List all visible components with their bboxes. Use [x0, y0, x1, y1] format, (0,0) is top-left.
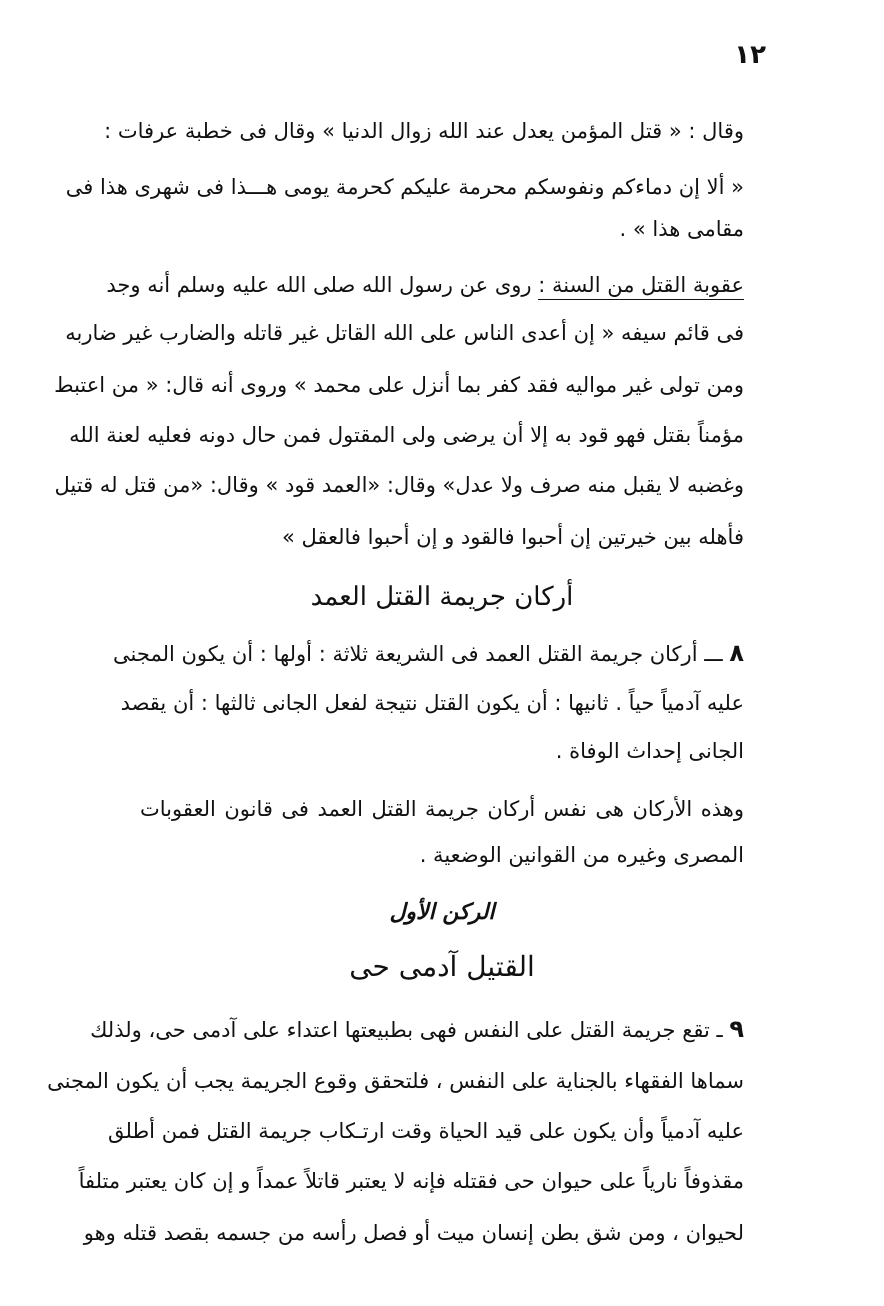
paragraph-5-line-3: عليه آدمياً وأن يكون على قيد الحياة وقت ارتـكاب جريمة القتل فمن أطلق	[108, 1119, 744, 1143]
paragraph-5-line-1	[90, 1014, 744, 1045]
section-heading-victim: القتيل آدمى حى	[349, 950, 535, 983]
paragraph-2-line-3: ومن تولى غير مواليه فقد كفر بما أنزل على محمد » وروى أنه قال: « من اعتبط	[54, 373, 744, 397]
paragraph-3-line-3: الجانى إحداث الوفاة .	[555, 739, 744, 763]
page-number: ١٢	[734, 40, 766, 70]
paragraph-2-line-1	[106, 270, 744, 300]
paragraph-4-line-1: وهذه الأركان هى نفس أركان جريمة القتل العمد فى قانون العقوبات	[140, 797, 744, 821]
paragraph-5-line-2: سماها الفقهاء بالجناية على النفس ، فلتحقق وقوع الجريمة يجب أن يكون المجنى	[47, 1069, 744, 1093]
paragraph-1-line-1: وقال : « قتل المؤمن يعدل عند الله زوال الدنيا » وقال فى خطبة عرفات :	[104, 119, 744, 143]
paragraph-3-line-1-rest: ـــ أركان جريمة القتل العمد فى الشريعة ثلاثة : أولها : أن يكون المجنى	[113, 642, 730, 666]
paragraph-3-line-1	[113, 638, 744, 669]
paragraph-5-line-4: مقذوفاً نارياً على حيوان حى فقتله فإنه لا يعتبر قاتلاً عمداً و إن كان يعتبر متلفاً	[78, 1169, 744, 1193]
paragraph-number-8: ٨	[729, 639, 744, 667]
section-lead-underlined: عقوبة القتل من السنة :	[538, 273, 744, 300]
paragraph-1-line-3: مقامى هذا » .	[619, 217, 744, 241]
section-heading-pillars: أركان جريمة القتل العمد	[310, 582, 574, 612]
paragraph-5-line-5: لحيوان ، ومن شق بطن إنسان ميت أو فصل رأسه من جسمه بقصد قتله وهو	[83, 1221, 744, 1245]
paragraph-2-line-6: فأهله بين خيرتين إن أحبوا فالقود و إن أحبوا فالعقل »	[281, 525, 744, 549]
paragraph-5-line-1-rest: ـ تقع جريمة القتل على النفس فهى بطبيعتها اعتداء على آدمى حى، ولذلك	[90, 1018, 730, 1042]
paragraph-3-line-2: عليه آدمياً حياً . ثانيها : أن يكون القتل نتيجة لفعل الجانى ثالثها : أن يقصد	[120, 691, 744, 715]
paragraph-2-line-4: مؤمناً بقتل فهو قود به إلا أن يرضى ولى المقتول فمن حال دونه فعليه لعنة الله	[69, 423, 744, 447]
paragraph-4-line-2: المصرى وغيره من القوانين الوضعية .	[419, 843, 744, 867]
paragraph-2-line-2: فى قائم سيفه « إن أعدى الناس على الله القاتل غير قاتله والضارب غير ضاربه	[65, 321, 744, 345]
section-heading-first-pillar: الركن الأول	[389, 900, 495, 925]
paragraph-2-line-5: وغضبه لا يقبل منه صرف ولا عدل» وقال: «العمد قود » وقال: «من قتل له قتيل	[54, 473, 744, 497]
paragraph-2-line-1-rest: روى عن رسول الله صلى الله عليه وسلم أنه وجد	[106, 273, 539, 297]
paragraph-1-line-2: « ألا إن دماءكم ونفوسكم محرمة عليكم كحرمة يومى هـــذا فى شهرى هذا فى	[65, 175, 744, 199]
paragraph-number-9: ٩	[729, 1015, 744, 1043]
